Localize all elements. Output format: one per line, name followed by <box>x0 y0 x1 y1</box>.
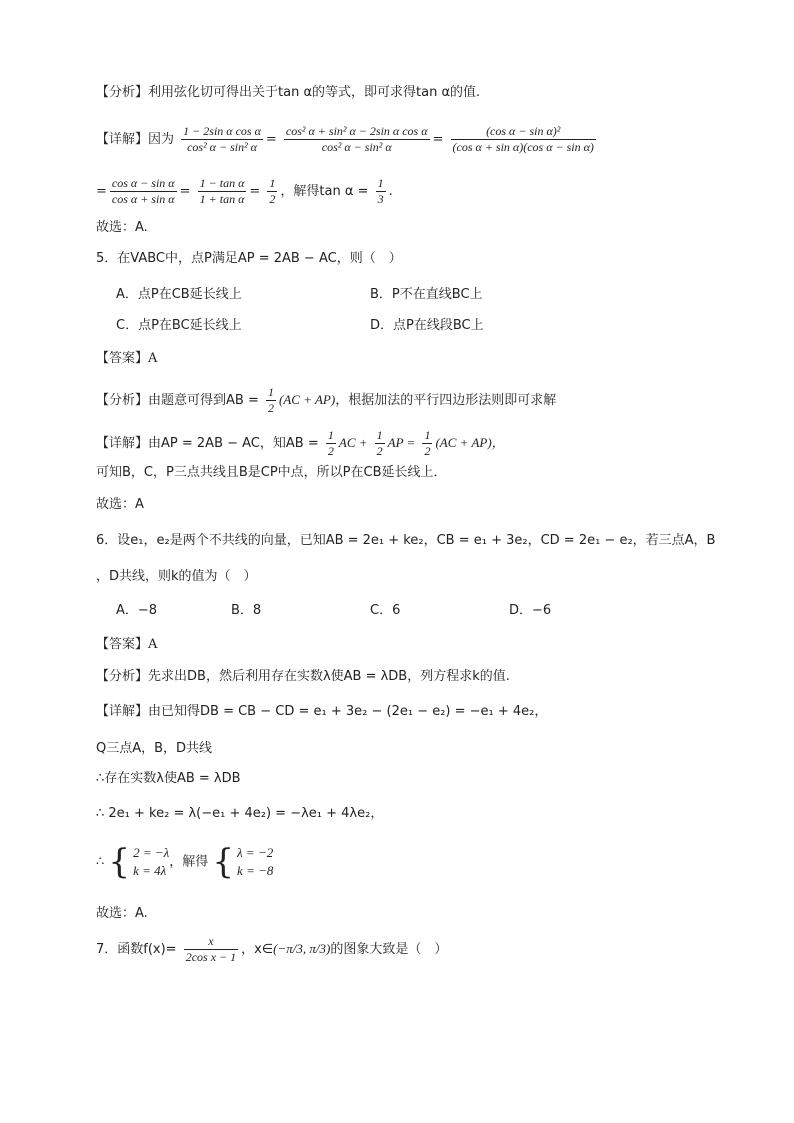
q6-step1: Q三点A，B，D共线 <box>96 741 213 756</box>
detail-mid2: AP = <box>387 435 416 450</box>
q6-option-d: D．−6 <box>509 603 552 618</box>
half-fraction-3: $\frac{1}{2}$ <box>424 428 431 458</box>
q5-option-b: B．P不在直线BC上 <box>370 287 483 302</box>
q5-stem: 5．在VABC中，点P满足AP = 2AB − AC，则（ ） <box>96 251 402 266</box>
fraction-1: $\frac{\text{1 − 2sin α cos α}}{\text{cos² α − sin² α}}$ <box>183 124 261 154</box>
answer-tag: 【答案】 <box>96 637 149 652</box>
function-fraction: $\frac{x}{\text{2cos x − 1}}$ <box>185 934 237 964</box>
q6-option-a: A．−8 <box>116 603 158 618</box>
q6-stem-line1: 6．设e₁，e₂是两个不共线的向量，已知AB = 2e₁ + ke₂，CB = e₁ + 3e₂，CD = 2e₁ − e₂，若三点A，B <box>96 533 716 548</box>
q4-choose: 故选：A. <box>96 220 148 235</box>
analysis-paren: (AC + AP) <box>279 392 336 407</box>
detail-mid1: AC + <box>338 435 368 450</box>
q6-choose: 故选：A. <box>96 906 148 921</box>
q5-detail-line2: 可知B，C，P三点共线且B是CP中点，所以P在CB延长线上． <box>96 465 447 480</box>
q5-option-a: A．点P在CB延长线上 <box>116 287 242 302</box>
detail-paren: (AC + AP)， <box>435 435 505 450</box>
fraction-6: $\frac{1}{2}$ <box>269 176 276 206</box>
fraction-4: $\frac{\text{cos α − sin α}}{\text{cos α + sin α}}$ <box>111 176 175 206</box>
q6-option-c: C．6 <box>370 603 401 618</box>
interval: (−π/3, π/3) <box>273 941 331 956</box>
detail-prefix: 因为 <box>148 132 175 147</box>
q6-system-line <box>96 844 273 880</box>
stem-mid: ，x∈ <box>241 942 274 957</box>
q6-stem-line2: ，D共线，则k的值为（ ） <box>96 569 257 584</box>
half-fraction-2: $\frac{1}{2}$ <box>376 428 383 458</box>
q4-detail-line1: 【详解】因为 $\frac{\text{1 − 2sin α cos α}}{\text{cos² α − sin² α}}$ = $\frac{\text{cos² α + sin² α − 2sin α cos α}}{\text{cos² α − sin² α}}$ = $\frac{\text{(cos α − sin α)²}}{\text{(cos α + sin α)(cos α − sin α)}}$ <box>96 124 594 154</box>
detail-tag: 【详解】 <box>96 132 149 147</box>
analysis-tag: 【分析】 <box>96 85 149 100</box>
analysis-post: ，根据加法的平行四边形法则即可求解 <box>335 393 557 408</box>
q6-step3: ∴ 2e₁ + ke₂ = λ(−e₁ + 4e₂) = −λe₁ + 4λe₂， <box>96 806 384 821</box>
system-2: { λ = −2 k = −8 <box>212 842 274 882</box>
q5-answer-line <box>96 350 157 368</box>
solve-label: ，解得 <box>169 854 209 870</box>
analysis-text: 先求出DB，然后利用存在实数λ使AB = λDB，列方程求k的值. <box>148 669 510 684</box>
answer-value: A <box>148 351 158 366</box>
stem-post: 的图象大致是（ ） <box>330 942 448 957</box>
stem-pre: 7．函数f(x)= <box>96 942 177 957</box>
detail-pre: 由AP = 2AB − AC，知AB = <box>148 436 319 451</box>
fraction-3: $\frac{\text{(cos α − sin α)²}}{\text{(cos α + sin α)(cos α − sin α)}}$ <box>452 124 594 154</box>
system-1: { 2 = −λ k = 4λ <box>108 842 170 882</box>
q4-analysis-line <box>96 84 480 102</box>
q6-option-b: B．8 <box>231 603 262 618</box>
fraction-5: $\frac{\text{1 − tan α}}{\text{1 + tan α}}$ <box>199 176 245 206</box>
period: . <box>388 184 393 199</box>
q6-answer-line <box>96 636 157 654</box>
detail-text: 由已知得DB = CB − CD = e₁ + 3e₂ − (2e₁ − e₂) = −e₁ + 4e₂， <box>148 704 548 719</box>
answer-tag: 【答案】 <box>96 351 149 366</box>
half-fraction: $\frac{1}{2}$ <box>268 385 274 415</box>
half-fraction-1: $\frac{1}{2}$ <box>327 428 334 458</box>
detail-tag: 【详解】 <box>96 704 149 719</box>
q6-analysis-line <box>96 668 510 686</box>
fraction-2: $\frac{\text{cos² α + sin² α − 2sin α cos α}}{\text{cos² α − sin² α}}$ <box>285 124 428 154</box>
solve-text: ，解得tan α = <box>280 184 369 199</box>
q5-detail-line <box>96 428 505 459</box>
q5-choose: 故选：A <box>96 497 144 512</box>
detail-tag: 【详解】 <box>96 436 149 451</box>
analysis-tag: 【分析】 <box>96 393 149 408</box>
analysis-text: 利用弦化切可得出关于tan α的等式，即可求得tan α的值. <box>148 85 481 100</box>
therefore-sign: ∴ <box>96 854 105 870</box>
q6-step2: ∴存在实数λ使AB = λDB <box>96 771 241 786</box>
q5-analysis-line <box>96 385 556 416</box>
q5-option-d: D．点P在线段BC上 <box>370 318 484 333</box>
q4-detail-line2: = $\frac{\text{cos α − sin α}}{\text{cos α + sin α}}$ = $\frac{\text{1 − tan α}}{\text{1 + tan α}}$ = $\frac{1}{2}$ ，解得tan α = $\frac{1}{3}$ . <box>96 176 393 206</box>
q6-detail-line <box>96 703 547 721</box>
fraction-7: $\frac{1}{3}$ <box>377 176 384 206</box>
answer-value: A <box>148 637 158 652</box>
analysis-tag: 【分析】 <box>96 669 149 684</box>
q5-option-c: C．点P在BC延长线上 <box>116 318 242 333</box>
q7-stem <box>96 934 447 965</box>
analysis-pre: 由题意可得到AB = <box>148 393 259 408</box>
